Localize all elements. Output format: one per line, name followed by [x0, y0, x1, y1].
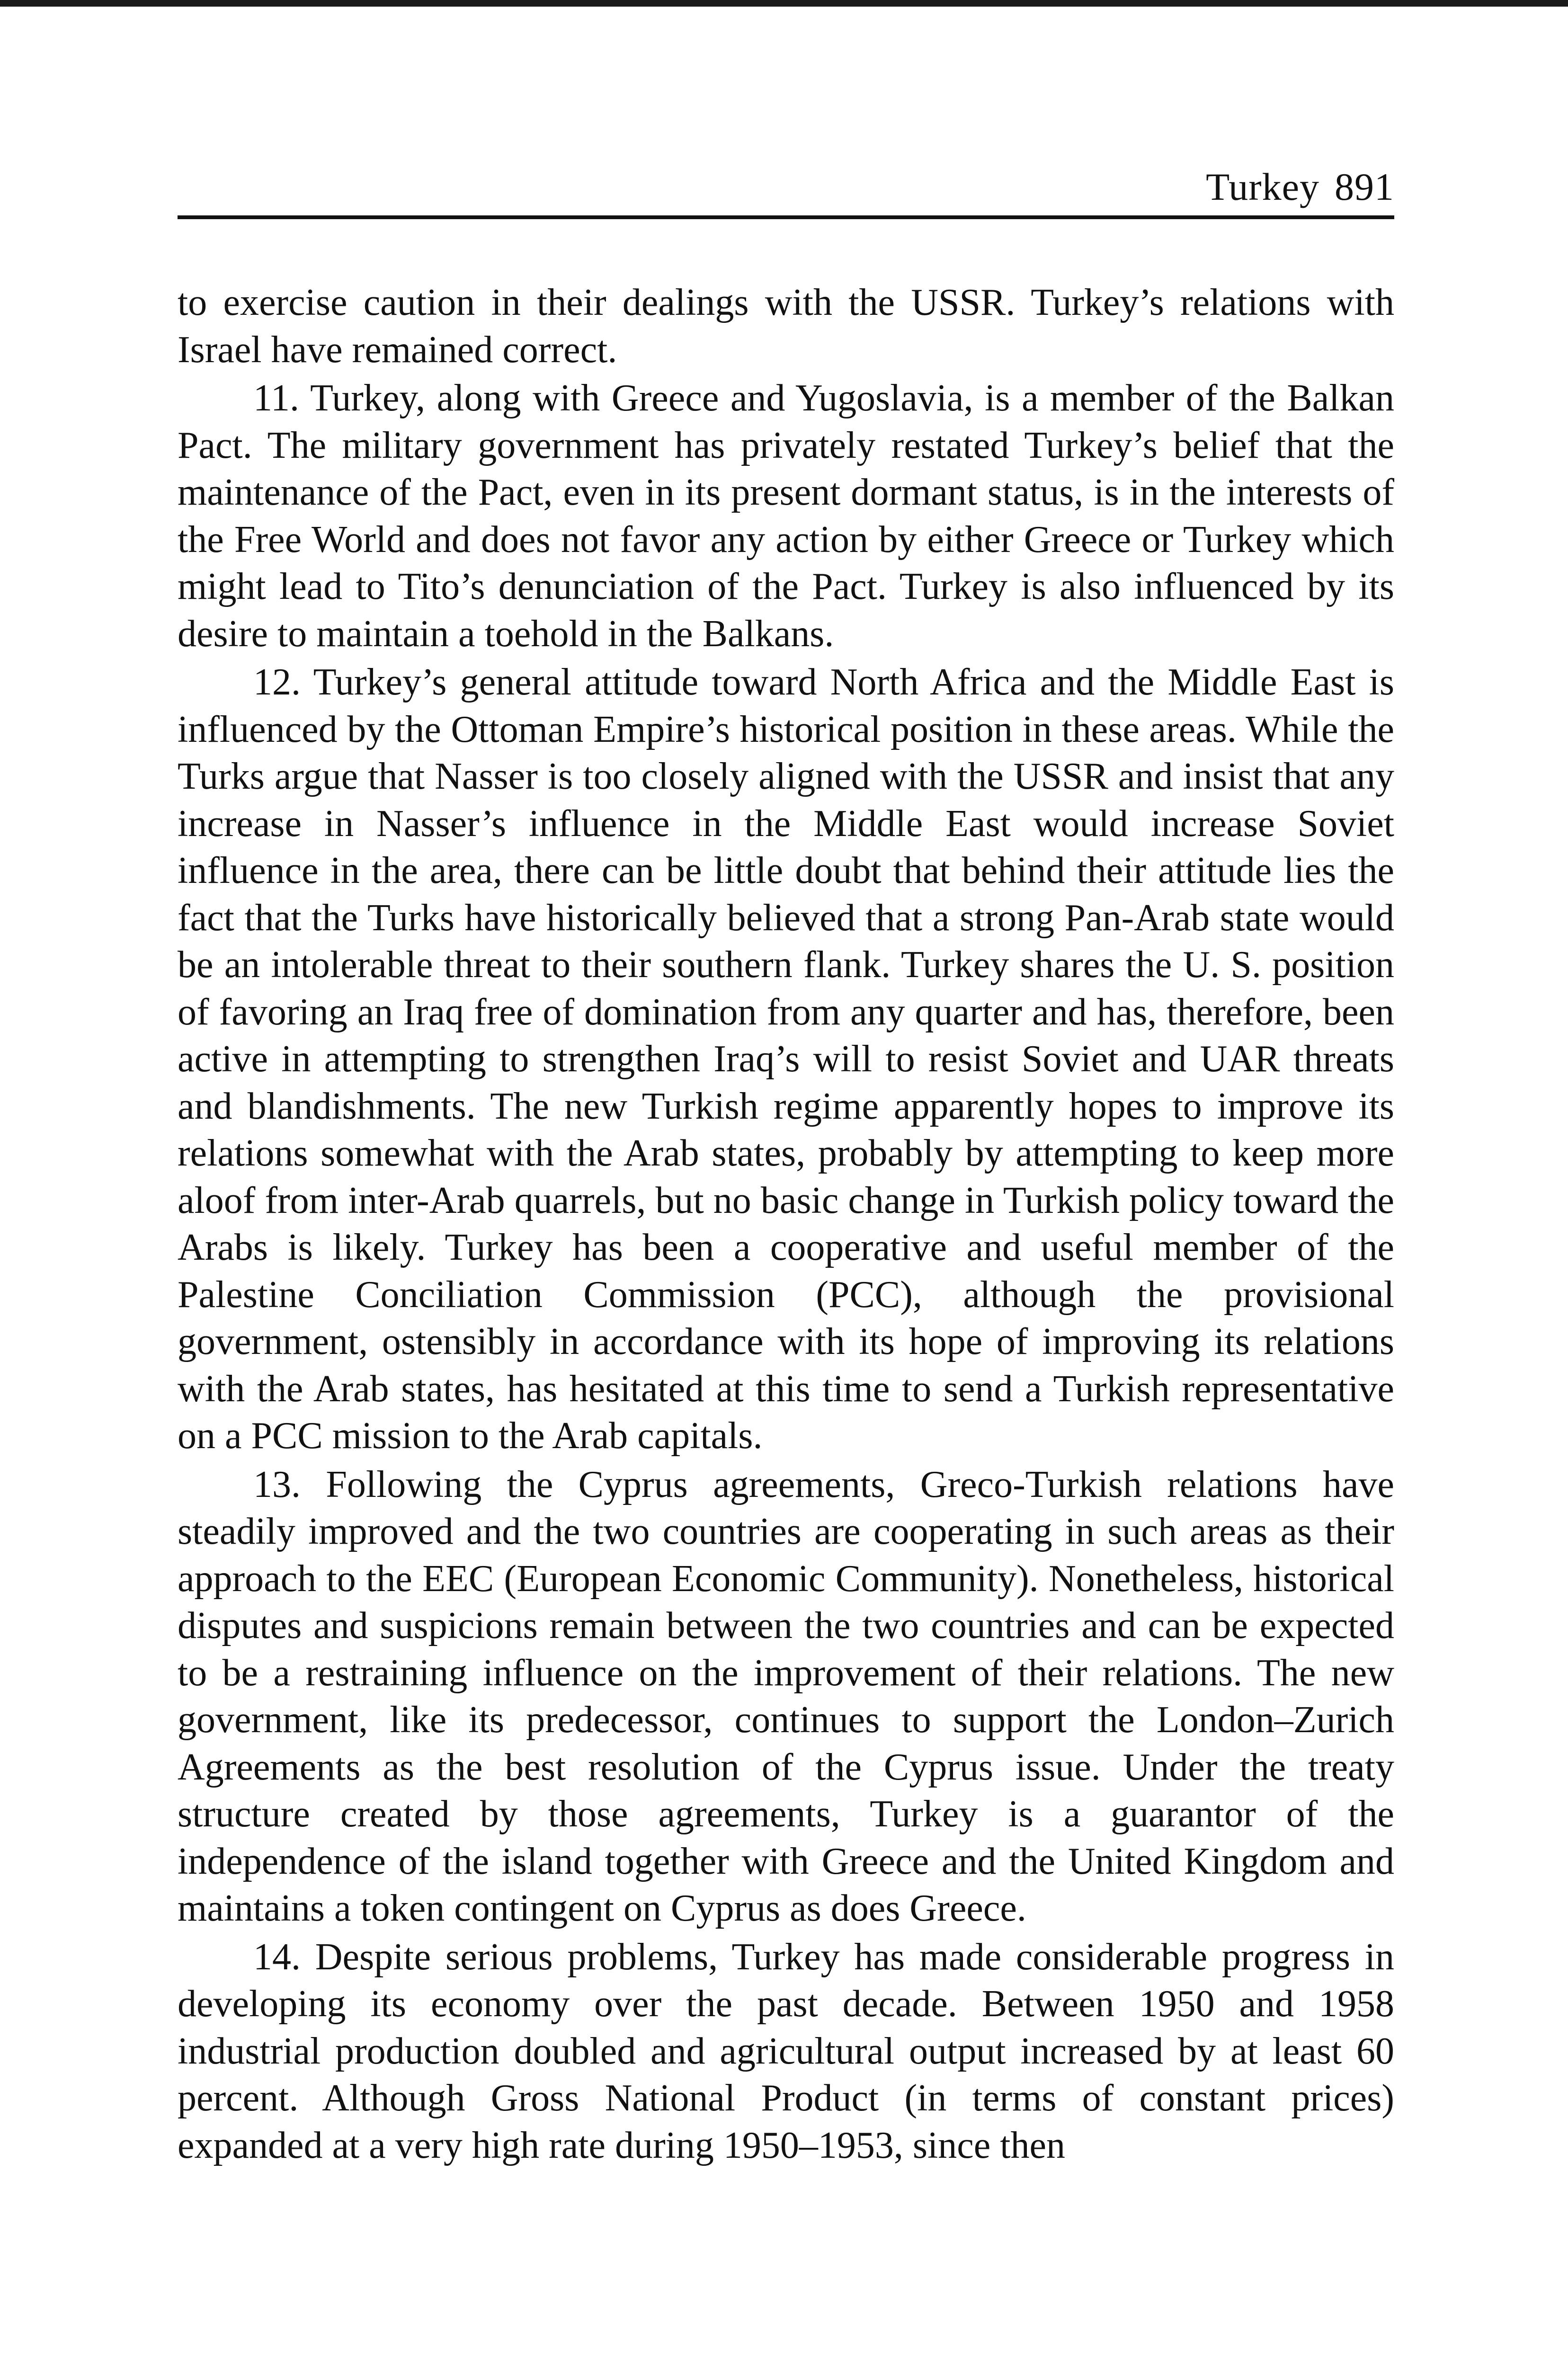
paragraph-11: 11. Turkey, along with Greece and Yugoslavia, is a member of the Balkan Pact. The military government has privately restated Turkey’s belief that the maintenance of the Pact, even in its present dormant status, is in the interests of the Free World and does not favor any action by either Greece or Turkey which might lead to Tito’s denunciation of the Pact. Turkey is also influenced by its desire to maintain a toehold in the Balkans.: [178, 377, 1394, 655]
body-text: [178, 279, 1394, 2171]
running-head-title: Turkey: [1206, 165, 1319, 208]
paragraph-14: 14. Despite serious problems, Turkey has made considerable progress in developing its economy over the past decade. Between 1950 and 1958 industrial production doubled and agricultural output increased by at least 60 percent. Although Gross National Product (in terms of constant prices) expanded at a very high rate during 1950–1953, since then: [178, 1936, 1394, 2166]
header-rule: [178, 215, 1394, 219]
top-edge-rule: [0, 0, 1568, 7]
running-head: [178, 163, 1394, 211]
paragraph-continuation: to exercise caution in their dealings with the USSR. Turkey’s relations with Israel have remained correct.: [178, 282, 1394, 371]
page-number: 891: [1335, 165, 1394, 208]
paragraph-12: 12. Turkey’s general attitude toward North Africa and the Middle East is influenced by the Ottoman Empire’s historical position in these areas. While the Turks argue that Nasser is too closely aligned with the USSR and insist that any increase in Nasser’s influence in the Middle East would increase Soviet influence in the area, there can be little doubt that behind their attitude lies the fact that the Turks have historically believed that a strong Pan-Arab state would be an intolerable threat to their southern flank. Turkey shares the U. S. position of favoring an Iraq free of domination from any quarter and has, therefore, been active in attempting to strengthen Iraq’s will to resist Soviet and UAR threats and blandishments. The new Turkish regime apparently hopes to improve its relations somewhat with the Arab states, probably by attempting to keep more aloof from inter-Arab quarrels, but no basic change in Turkish policy toward the Arabs is likely. Turkey has been a cooperative and useful member of the Palestine Conciliation Commission (PCC), although the provisional government, ostensibly in accordance with its hope of improving its relations with the Arab states, has hesitated at this time to send a Turkish representative on a PCC mission to the Arab capitals.: [178, 661, 1394, 1457]
paragraph-13: 13. Following the Cyprus agreements, Greco-Turkish relations have steadily improved and the two countries are cooperating in such areas as their approach to the EEC (European Economic Community). Nonetheless, historical disputes and suspicions remain between the two countries and can be expected to be a restraining influence on the improvement of their relations. The new government, like its predecessor, continues to support the London–Zurich Agreements as the best resolution of the Cyprus issue. Under the treaty structure created by those agreements, Turkey is a guarantor of the independence of the island together with Greece and the United Kingdom and maintains a token contingent on Cyprus as does Greece.: [178, 1463, 1394, 1929]
